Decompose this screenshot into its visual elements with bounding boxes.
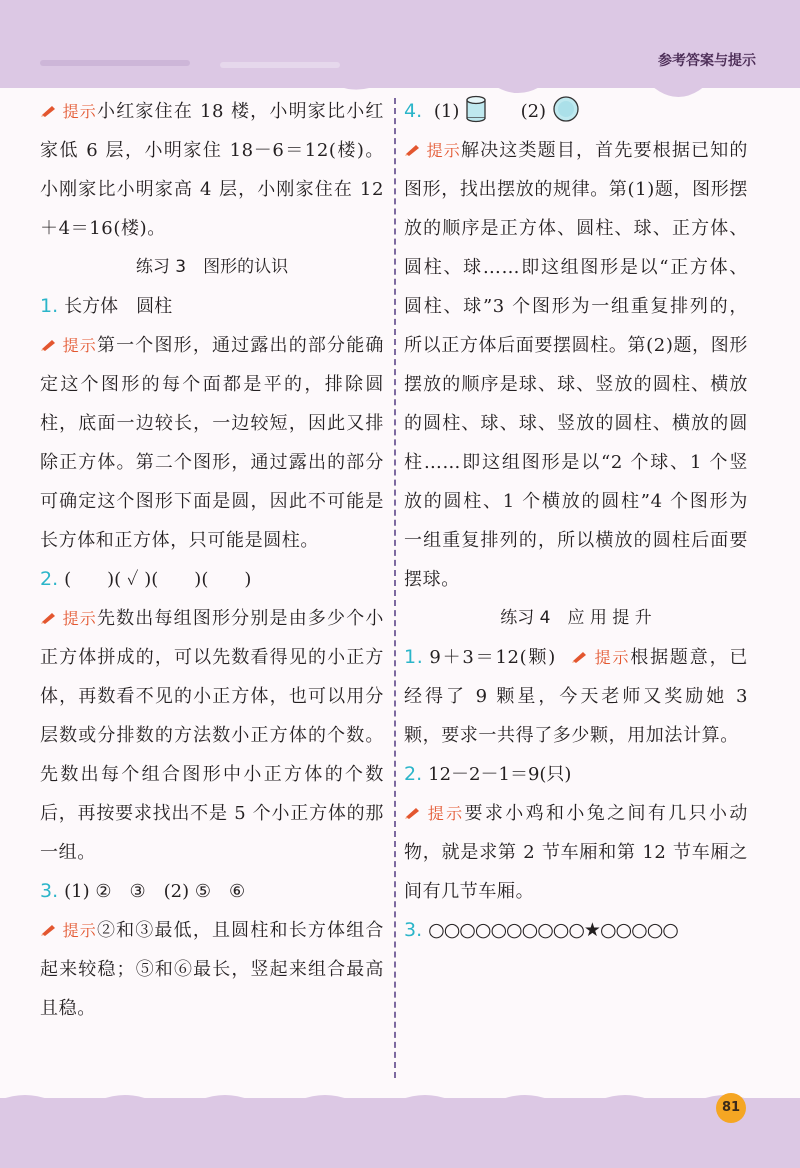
hint-tag: 提示 <box>426 141 461 160</box>
section-3-title: 练习 3 图形的认识 <box>135 257 289 277</box>
q4-hint <box>404 131 748 599</box>
q2-answer: ( )( ✓ )( )( ) <box>64 569 252 590</box>
column-divider <box>394 98 396 1078</box>
q4-number: 4. <box>404 100 423 122</box>
q3-number: 3. <box>40 880 59 902</box>
sphere-icon <box>552 95 580 123</box>
left-column <box>40 92 384 1028</box>
pencil-icon <box>40 338 60 352</box>
hint-tag: 提示 <box>62 102 98 121</box>
r2-hint-text: 要求小鸡和小兔之间有几只小动物，就是求第 2 节车厢和第 12 节车厢之间有几节车厢。 <box>404 803 748 902</box>
pencil-icon <box>404 806 424 820</box>
hint-tag: 提示 <box>426 804 465 823</box>
r3-number: 3. <box>404 919 423 941</box>
q1-hint-text: 第一个图形，通过露出的部分能确定这个图形的每个面都是平的，排除圆柱，底面一边较长，一边较短，因此又排除正方体。第二个图形，通过露出的部分可确定这个图形下面是圆，因此不可能是长方体和正方体，只可能是圆柱。 <box>40 335 385 551</box>
page-number: 81 <box>716 1093 746 1123</box>
q3-answer: (1) ② ③ (2) ⑤ ⑥ <box>64 881 246 902</box>
intro-hint <box>40 92 384 248</box>
r3-line <box>404 911 748 950</box>
q1-number: 1. <box>40 295 59 317</box>
r3-answer: ○○○○○○○○○○★○○○○○ <box>428 919 678 941</box>
q1-hint <box>40 326 384 560</box>
q4-line <box>404 92 748 131</box>
q4-hint-text: 解决这类题目，首先要根据已知的图形，找出摆放的规律。第(1)题，图形摆放的顺序是正方体、圆柱、球、正方体、圆柱、球……即这组图形是以“正方体、圆柱、球”3 个图形为一组重复排列的，所以正方体后面要摆圆柱。第(2)题，图形摆放的顺序是球、球、竖放的圆柱、横放的圆柱、球、球、竖放的圆柱、横放的圆柱……即这组图形是以“2 个球、1 个竖放的圆柱、1 个横放的圆柱”4 个图形为一组重复排列的，所以横放的圆柱后面要摆球。 <box>404 140 749 590</box>
r1-line <box>404 638 748 755</box>
q2-number: 2. <box>40 568 59 590</box>
intro-hint-text: 小红家住在 18 楼，小明家比小红家低 6 层，小明家住 18－6＝12(楼)。小刚家比小明家高 4 层，小刚家住在 12＋4＝16(楼)。 <box>40 101 385 239</box>
q3-line <box>40 872 384 911</box>
hint-tag: 提示 <box>62 921 97 940</box>
header-title: 参考答案与提示 <box>658 53 756 69</box>
pencil-icon <box>40 611 60 625</box>
q1-line <box>40 287 384 326</box>
q3-hint-text: ②和③最低，且圆柱和长方体组合起来较稳；⑤和⑥最长，竖起来组合最高且稳。 <box>40 920 385 1019</box>
r2-number: 2. <box>404 763 423 785</box>
hint-tag: 提示 <box>62 609 97 628</box>
r2-hint <box>404 794 748 911</box>
footer-band <box>0 1098 800 1168</box>
q3-hint <box>40 911 384 1028</box>
pencil-icon <box>571 650 591 664</box>
pencil-icon <box>40 104 60 118</box>
r1-answer: 9＋3＝12(颗) <box>429 647 556 668</box>
r2-answer: 12－2－1＝9(只) <box>428 764 572 785</box>
r1-number: 1. <box>404 646 424 668</box>
q1-answer: 长方体 圆柱 <box>64 296 173 317</box>
right-column <box>404 92 748 950</box>
hint-tag: 提示 <box>62 336 97 355</box>
r1-hint-text: 根据题意，已经得了 9 颗星，今天老师又奖励她 3 颗，要求一共得了多少颗，用加法计算。 <box>404 647 748 746</box>
q2-line <box>40 560 384 599</box>
pencil-icon <box>40 923 60 937</box>
section-4-title: 练习 4 应 用 提 升 <box>500 608 652 628</box>
r2-line <box>404 755 748 794</box>
cylinder-icon <box>465 95 487 123</box>
q4-part2-label: (2) <box>520 101 547 122</box>
pencil-icon <box>404 143 424 157</box>
q4-part1-label: (1) <box>433 101 460 122</box>
q2-hint-text: 先数出每组图形分别是由多少个小正方体拼成的，可以先数看得见的小正方体，再数看不见的小正方体，也可以用分层数或分排数的方法数小正方体的个数。先数出每个组合图形中小正方体的个数后，再按要求找出不是 5 个小正方体的那一组。 <box>40 608 385 863</box>
q2-hint <box>40 599 384 872</box>
hint-tag: 提示 <box>593 648 631 667</box>
